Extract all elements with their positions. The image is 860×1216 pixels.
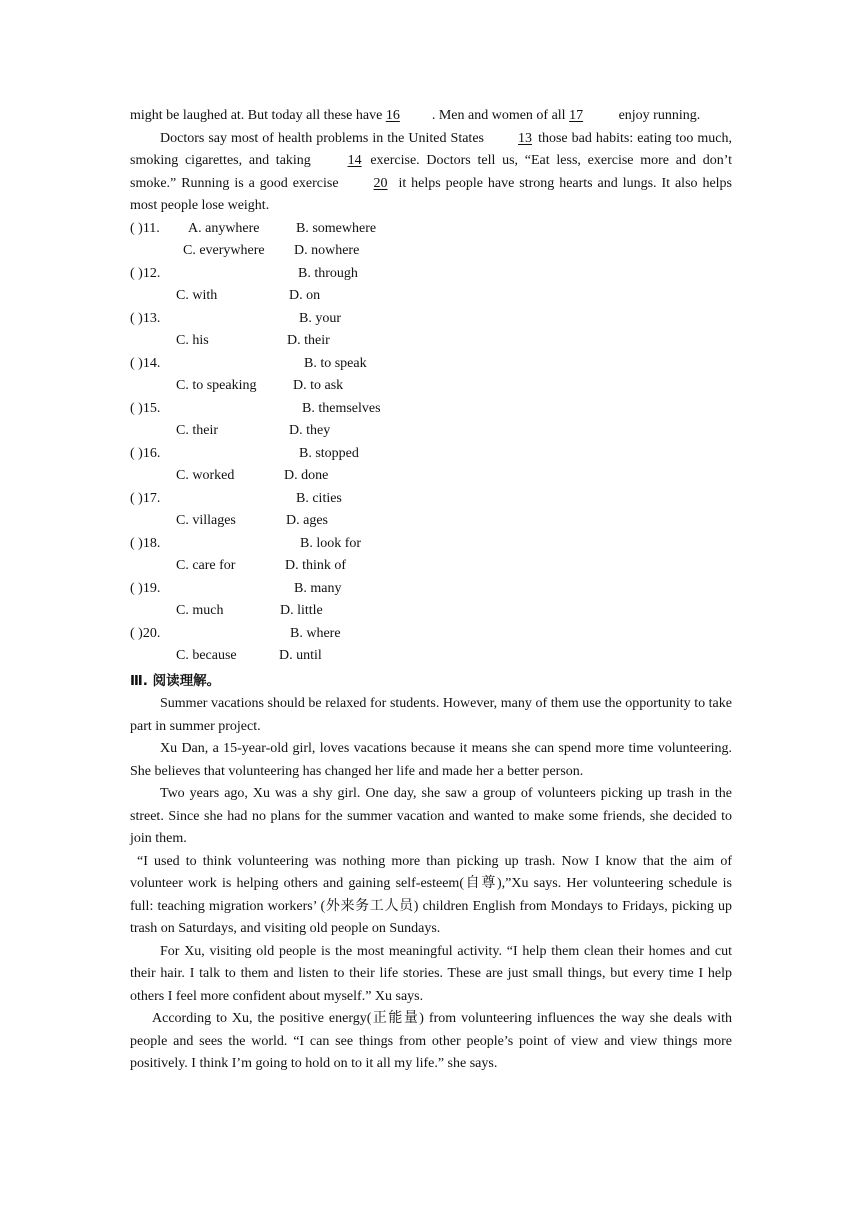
question-16	[130, 443, 732, 488]
option-c: C. worked	[176, 468, 235, 483]
option-b: B. cities	[296, 490, 342, 506]
option-c: C. villages	[176, 513, 236, 528]
option-c: C. with	[176, 288, 218, 303]
option-b: B. many	[294, 580, 342, 596]
cloze-text: Doctors say most of health problems in the United States	[160, 130, 484, 146]
question-number: ( )16.	[130, 445, 161, 461]
blank-20: 20	[373, 175, 388, 191]
page-content	[130, 105, 732, 1076]
option-c: C. their	[176, 423, 218, 438]
option-b: B. through	[298, 265, 358, 281]
option-c: C. much	[176, 603, 224, 618]
option-d: D. ages	[286, 513, 328, 528]
question-number: ( )13.	[130, 310, 161, 326]
option-d: D. nowhere	[294, 243, 360, 258]
reading-paragraph-6: According to Xu, the positive energy(正能量) from volunteering influences the way she deals with people and sees the world. “I can see things from other people’s point of view and view things more positively. I think I’m going to hold on to it all my life.” she says.	[130, 1011, 732, 1071]
option-c: C. to speaking	[176, 378, 257, 393]
cloze-text: it helps people have strong hearts and lungs. It also helps most people lose weight.	[130, 175, 733, 213]
option-d: D. think of	[285, 558, 347, 573]
question-number: ( )12.	[130, 265, 161, 281]
blank-16: 16	[385, 108, 400, 123]
question-number: ( )17.	[130, 490, 161, 506]
option-c: C. his	[176, 333, 209, 348]
reading-paragraph-4: “I used to think volunteering was nothing more than picking up trash. Now I know that the aim of volunteer work is helping others and gaining self-esteem(自尊),”Xu says. Her volunteering schedule is full: teaching migration workers’ (外来务工人员) children English from Mondays to Fridays, picking up trash on Saturdays, and visiting old people on Sundays.	[130, 853, 732, 936]
blank-14: 14	[347, 153, 362, 168]
cloze-paragraph-1	[130, 105, 732, 128]
reading-paragraph-3: Two years ago, Xu was a shy girl. One day, she saw a group of volunteers picking up trash in the street. Since she had no plans for the summer vacation and wanted to make some friends, she decided to join them.	[130, 786, 732, 846]
question-17	[130, 488, 732, 533]
option-d: D. to ask	[293, 378, 344, 393]
option-d: D. little	[280, 603, 323, 618]
question-19	[130, 578, 732, 623]
option-b: B. themselves	[302, 400, 381, 416]
option-c: C. because	[176, 648, 237, 663]
option-d: D. until	[279, 648, 322, 663]
option-c: C. everywhere	[183, 243, 265, 258]
option-d: D. done	[284, 468, 329, 483]
question-number: ( )14.	[130, 355, 161, 371]
reading-paragraph-2: Xu Dan, a 15-year-old girl, loves vacations because it means she can spend more time volunteering. She believes that volunteering has changed her life and made her a better person.	[130, 741, 732, 779]
option-d: D. their	[287, 333, 330, 348]
option-b: B. to speak	[304, 355, 367, 371]
cloze-text: enjoy running.	[618, 108, 701, 123]
option-b: B. where	[290, 625, 341, 641]
question-18	[130, 533, 732, 578]
cloze-text: . Men and women of all	[431, 108, 566, 123]
question-20	[130, 623, 732, 668]
option-d: D. they	[289, 423, 331, 438]
section-heading: Ⅲ. 阅读理解。	[130, 672, 221, 689]
question-11	[130, 218, 732, 263]
cloze-text: might be laughed at. But today all these have	[130, 108, 383, 123]
blank-13: 13	[518, 130, 533, 146]
question-number: ( )15.	[130, 400, 161, 416]
question-number: ( )18.	[130, 535, 161, 551]
question-number: ( )19.	[130, 580, 161, 596]
option-b: B. look for	[300, 535, 362, 551]
question-13	[130, 308, 732, 353]
reading-paragraph-1: Summer vacations should be relaxed for students. However, many of them use the opportunity to take part in summer project.	[130, 696, 732, 734]
reading-paragraph-5: For Xu, visiting old people is the most meaningful activity. “I help them clean their homes and cut their hair. I talk to them and listen to their life stories. These are just small things, but every time I help others I feel more confident about myself.” Xu says.	[130, 943, 732, 1004]
question-number: ( )20.	[130, 625, 161, 641]
question-15	[130, 398, 732, 443]
question-number: ( )11.	[130, 220, 160, 236]
option-b: B. somewhere	[296, 220, 377, 236]
blank-17: 17	[569, 108, 584, 123]
option-b: B. stopped	[299, 445, 359, 461]
cloze-text: those bad habits: eating too much, smoking cigarettes, and taking	[130, 130, 733, 168]
question-14	[130, 353, 732, 398]
option-d: D. on	[289, 288, 321, 303]
question-12	[130, 263, 732, 308]
option-a: A. anywhere	[188, 220, 260, 236]
option-b: B. your	[299, 310, 341, 326]
option-c: C. care for	[176, 558, 236, 573]
cloze-paragraph-2	[130, 128, 732, 218]
cloze-text: exercise. Doctors tell us, “Eat less, exercise more and don’t smoke.” Running is a good exercise	[130, 153, 733, 191]
